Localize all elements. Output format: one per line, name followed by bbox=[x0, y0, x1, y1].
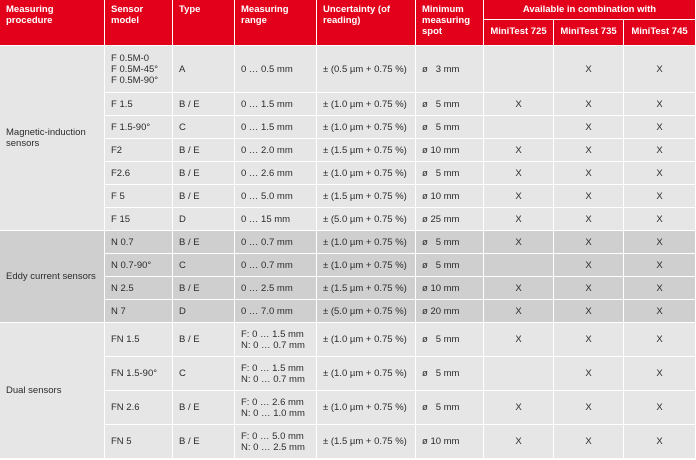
type-cell: B / E bbox=[173, 185, 235, 208]
measuring-range-cell: 0 … 1.5 mm bbox=[235, 116, 317, 139]
minitest-735-cell: X bbox=[554, 208, 624, 231]
measuring-range-cell: 0 … 2.5 mm bbox=[235, 277, 317, 300]
type-cell: B / E bbox=[173, 391, 235, 425]
measuring-range-cell: F: 0 … 5.0 mm N: 0 … 2.5 mm bbox=[235, 425, 317, 459]
minitest-725-cell: X bbox=[484, 231, 554, 254]
measuring-range-cell: 0 … 0.7 mm bbox=[235, 254, 317, 277]
minitest-745-cell: X bbox=[624, 93, 696, 116]
table-row bbox=[0, 357, 696, 391]
header-uncertainty: Uncertainty (of reading) bbox=[317, 0, 416, 46]
minitest-745-cell: X bbox=[624, 254, 696, 277]
minitest-735-cell: X bbox=[554, 139, 624, 162]
minitest-745-cell: X bbox=[624, 277, 696, 300]
header-measuring-range: Measuring range bbox=[235, 0, 317, 46]
min-spot-cell: ø 5 mm bbox=[416, 391, 484, 425]
uncertainty-cell: ± (1.0 µm + 0.75 %) bbox=[317, 391, 416, 425]
type-cell: B / E bbox=[173, 162, 235, 185]
measuring-range-cell: 0 … 15 mm bbox=[235, 208, 317, 231]
minitest-725-cell: X bbox=[484, 93, 554, 116]
minitest-735-cell: X bbox=[554, 162, 624, 185]
sensor-model-cell: F 1.5-90° bbox=[105, 116, 173, 139]
min-spot-cell: ø 5 mm bbox=[416, 231, 484, 254]
table-row bbox=[0, 46, 696, 93]
min-spot-cell: ø 5 mm bbox=[416, 162, 484, 185]
minitest-725-cell: X bbox=[484, 139, 554, 162]
minitest-745-cell: X bbox=[624, 208, 696, 231]
table-row bbox=[0, 277, 696, 300]
type-cell: D bbox=[173, 300, 235, 323]
min-spot-cell: ø 10 mm bbox=[416, 139, 484, 162]
measuring-range-cell: 0 … 0.7 mm bbox=[235, 231, 317, 254]
table-row bbox=[0, 208, 696, 231]
table-row bbox=[0, 300, 696, 323]
table-row bbox=[0, 425, 696, 459]
minitest-735-cell: X bbox=[554, 391, 624, 425]
minitest-735-cell: X bbox=[554, 357, 624, 391]
type-cell: B / E bbox=[173, 93, 235, 116]
table-body bbox=[0, 46, 696, 459]
sensor-model-cell: N 0.7-90° bbox=[105, 254, 173, 277]
sensor-model-cell: N 0.7 bbox=[105, 231, 173, 254]
type-cell: D bbox=[173, 208, 235, 231]
sensor-model-cell: F 5 bbox=[105, 185, 173, 208]
header-min-spot: Minimum measuring spot bbox=[416, 0, 484, 46]
table-row bbox=[0, 139, 696, 162]
type-cell: C bbox=[173, 357, 235, 391]
sensor-model-cell: N 7 bbox=[105, 300, 173, 323]
table-row bbox=[0, 185, 696, 208]
type-cell: B / E bbox=[173, 231, 235, 254]
table-row bbox=[0, 93, 696, 116]
table-row bbox=[0, 323, 696, 357]
minitest-735-cell: X bbox=[554, 323, 624, 357]
minitest-725-cell: X bbox=[484, 323, 554, 357]
minitest-745-cell: X bbox=[624, 300, 696, 323]
minitest-725-cell: X bbox=[484, 300, 554, 323]
min-spot-cell: ø 10 mm bbox=[416, 277, 484, 300]
sensor-model-cell: FN 5 bbox=[105, 425, 173, 459]
minitest-745-cell: X bbox=[624, 116, 696, 139]
header-minitest-735: MiniTest 735 bbox=[554, 20, 624, 46]
measuring-range-cell: 0 … 5.0 mm bbox=[235, 185, 317, 208]
minitest-725-cell: X bbox=[484, 185, 554, 208]
header-minitest-745: MiniTest 745 bbox=[624, 20, 696, 46]
table-row bbox=[0, 162, 696, 185]
uncertainty-cell: ± (1.5 µm + 0.75 %) bbox=[317, 425, 416, 459]
min-spot-cell: ø 5 mm bbox=[416, 323, 484, 357]
sensor-model-cell: FN 1.5 bbox=[105, 323, 173, 357]
table-row bbox=[0, 231, 696, 254]
header-procedure: Measuring procedure bbox=[0, 0, 105, 46]
uncertainty-cell: ± (5.0 µm + 0.75 %) bbox=[317, 208, 416, 231]
sensor-model-cell: F 0.5M-0 F 0.5M-45° F 0.5M-90° bbox=[105, 46, 173, 93]
minitest-745-cell: X bbox=[624, 425, 696, 459]
sensor-model-cell: F2.6 bbox=[105, 162, 173, 185]
sensor-model-cell: FN 2.6 bbox=[105, 391, 173, 425]
table-row bbox=[0, 116, 696, 139]
measuring-range-cell: 0 … 0.5 mm bbox=[235, 46, 317, 93]
minitest-735-cell: X bbox=[554, 425, 624, 459]
min-spot-cell: ø 5 mm bbox=[416, 116, 484, 139]
min-spot-cell: ø 5 mm bbox=[416, 357, 484, 391]
minitest-735-cell: X bbox=[554, 254, 624, 277]
uncertainty-cell: ± (1.5 µm + 0.75 %) bbox=[317, 277, 416, 300]
minitest-725-cell bbox=[484, 254, 554, 277]
minitest-745-cell: X bbox=[624, 323, 696, 357]
measuring-range-cell: F: 0 … 2.6 mm N: 0 … 1.0 mm bbox=[235, 391, 317, 425]
uncertainty-cell: ± (0.5 µm + 0.75 %) bbox=[317, 46, 416, 93]
minitest-725-cell bbox=[484, 357, 554, 391]
minitest-745-cell: X bbox=[624, 185, 696, 208]
sensor-model-cell: F 15 bbox=[105, 208, 173, 231]
minitest-745-cell: X bbox=[624, 46, 696, 93]
sensor-model-cell: F 1.5 bbox=[105, 93, 173, 116]
header-combination: Available in combination with bbox=[484, 0, 696, 20]
measuring-range-cell: F: 0 … 1.5 mm N: 0 … 0.7 mm bbox=[235, 323, 317, 357]
measuring-range-cell: 0 … 2.6 mm bbox=[235, 162, 317, 185]
table-row bbox=[0, 391, 696, 425]
uncertainty-cell: ± (1.0 µm + 0.75 %) bbox=[317, 162, 416, 185]
type-cell: B / E bbox=[173, 425, 235, 459]
minitest-725-cell: X bbox=[484, 208, 554, 231]
minitest-725-cell: X bbox=[484, 391, 554, 425]
minitest-725-cell: X bbox=[484, 425, 554, 459]
minitest-725-cell bbox=[484, 46, 554, 93]
uncertainty-cell: ± (5.0 µm + 0.75 %) bbox=[317, 300, 416, 323]
minitest-735-cell: X bbox=[554, 231, 624, 254]
minitest-745-cell: X bbox=[624, 139, 696, 162]
minitest-745-cell: X bbox=[624, 391, 696, 425]
minitest-745-cell: X bbox=[624, 357, 696, 391]
header-minitest-725: MiniTest 725 bbox=[484, 20, 554, 46]
min-spot-cell: ø 3 mm bbox=[416, 46, 484, 93]
minitest-735-cell: X bbox=[554, 300, 624, 323]
measuring-range-cell: 0 … 2.0 mm bbox=[235, 139, 317, 162]
minitest-735-cell: X bbox=[554, 116, 624, 139]
minitest-735-cell: X bbox=[554, 185, 624, 208]
min-spot-cell: ø 20 mm bbox=[416, 300, 484, 323]
measuring-range-cell: 0 … 1.5 mm bbox=[235, 93, 317, 116]
measuring-range-cell: 0 … 7.0 mm bbox=[235, 300, 317, 323]
uncertainty-cell: ± (1.0 µm + 0.75 %) bbox=[317, 323, 416, 357]
type-cell: B / E bbox=[173, 323, 235, 357]
type-cell: B / E bbox=[173, 139, 235, 162]
min-spot-cell: ø 10 mm bbox=[416, 185, 484, 208]
minitest-745-cell: X bbox=[624, 231, 696, 254]
uncertainty-cell: ± (1.0 µm + 0.75 %) bbox=[317, 116, 416, 139]
minitest-725-cell: X bbox=[484, 277, 554, 300]
minitest-745-cell: X bbox=[624, 162, 696, 185]
procedure-cell: Dual sensors bbox=[0, 323, 105, 459]
header-sensor-model: Sensor model bbox=[105, 0, 173, 46]
min-spot-cell: ø 25 mm bbox=[416, 208, 484, 231]
sensor-model-cell: F2 bbox=[105, 139, 173, 162]
type-cell: C bbox=[173, 116, 235, 139]
header-type: Type bbox=[173, 0, 235, 46]
uncertainty-cell: ± (1.0 µm + 0.75 %) bbox=[317, 231, 416, 254]
minitest-725-cell: X bbox=[484, 162, 554, 185]
uncertainty-cell: ± (1.0 µm + 0.75 %) bbox=[317, 357, 416, 391]
sensor-model-cell: FN 1.5-90° bbox=[105, 357, 173, 391]
procedure-cell: Magnetic-induction sensors bbox=[0, 46, 105, 231]
minitest-735-cell: X bbox=[554, 46, 624, 93]
procedure-cell: Eddy current sensors bbox=[0, 231, 105, 323]
table-row bbox=[0, 254, 696, 277]
uncertainty-cell: ± (1.0 µm + 0.75 %) bbox=[317, 93, 416, 116]
minitest-735-cell: X bbox=[554, 277, 624, 300]
uncertainty-cell: ± (1.5 µm + 0.75 %) bbox=[317, 139, 416, 162]
type-cell: A bbox=[173, 46, 235, 93]
min-spot-cell: ø 5 mm bbox=[416, 93, 484, 116]
type-cell: C bbox=[173, 254, 235, 277]
min-spot-cell: ø 10 mm bbox=[416, 425, 484, 459]
minitest-735-cell: X bbox=[554, 93, 624, 116]
uncertainty-cell: ± (1.5 µm + 0.75 %) bbox=[317, 185, 416, 208]
min-spot-cell: ø 5 mm bbox=[416, 254, 484, 277]
sensor-model-cell: N 2.5 bbox=[105, 277, 173, 300]
measuring-range-cell: F: 0 … 1.5 mm N: 0 … 0.7 mm bbox=[235, 357, 317, 391]
type-cell: B / E bbox=[173, 277, 235, 300]
uncertainty-cell: ± (1.0 µm + 0.75 %) bbox=[317, 254, 416, 277]
minitest-725-cell bbox=[484, 116, 554, 139]
